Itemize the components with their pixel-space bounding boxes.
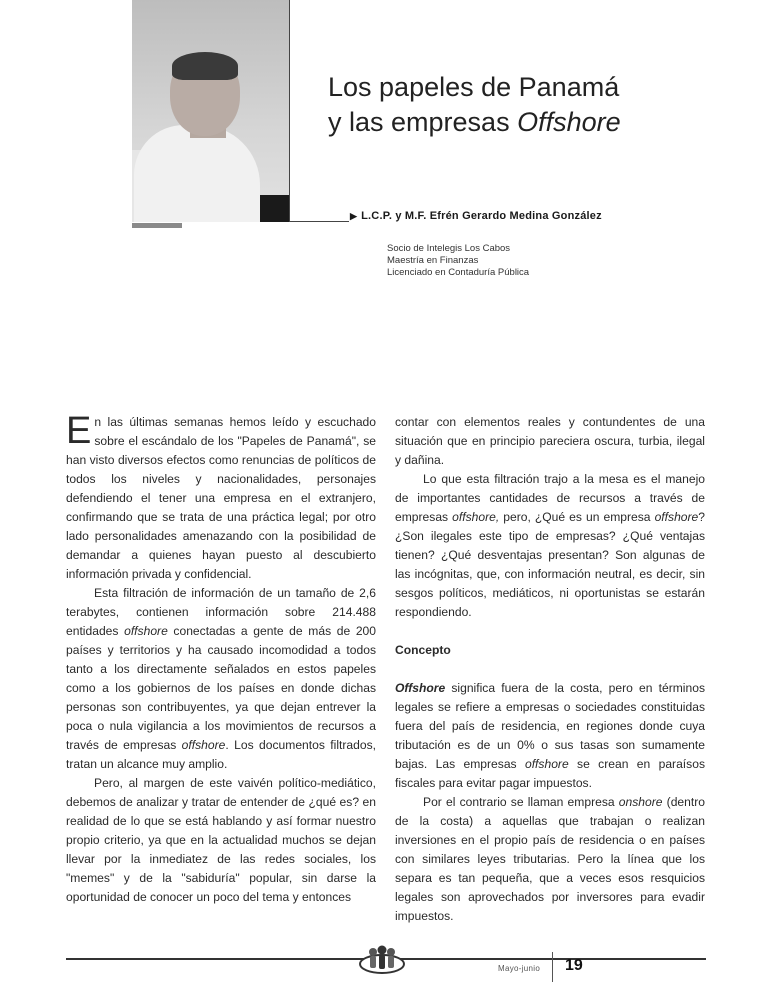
body-column-left <box>66 410 377 907</box>
triangle-right-icon: ▶ <box>350 210 358 221</box>
drop-cap: E <box>66 410 92 452</box>
author-role: Licenciado en Contaduría Pública <box>387 267 530 278</box>
divider-author <box>289 221 349 222</box>
section-heading: Concepto <box>395 643 451 657</box>
author-name: L.C.P. y M.F. Efrén Gerardo Medina González <box>361 210 602 222</box>
paragraph: Pero, al margen de este vaivén político-mediático, debemos de analizar y tratar de entender de ¿qué es? en realidad de lo que se está hablando y así formar nuestro propio criterio, ya que en la actualidad muchos se dejan llevar por la inmediatez de las redes sociales, los "memes" y de la "sabiduría" popular, sin darse la oportunidad de conocer un poco del tema y entonces <box>66 776 376 904</box>
paragraph: Lo que esta filtración trajo a la mesa es el manejo de importantes cantidades de recursos a través de empresas offshore, pero, ¿Qué es un empresa offshore? ¿Son ilegales este tipo de empresas? ¿Qué ventajas tienen? ¿Qué desventajas presentan? Son algunas de las incógnitas, que, con información neutral, es decir, sin sesgos políticos, mediáticos, ni oportunistas se estarán respondiendo. <box>395 472 706 619</box>
paragraph: Esta filtración de información de un tamaño de 2,6 terabytes, contienen información sobre 214.488 entidades offshore conectadas a gente de más de 200 países y territorios y ha causado incomodidad a todos tanto a los directamente señalados en estos papeles como a los gobiernos de los países en donde dichas personas son contribuyentes, ya que dejan entrever la poca o nula vigilancia a los movimientos de recursos a través de empresas offshore. Los documentos filtrados, tratan un alcance muy amplio. <box>66 586 377 771</box>
author-byline <box>350 210 602 222</box>
photo-accent-bar <box>132 223 182 228</box>
author-role: Socio de Intelegis Los Cabos <box>387 243 511 254</box>
paragraph: contar con elementos reales y contundentes de una situación que en principio pareciera oscura, turbia, ilegal y dañina. <box>395 415 705 467</box>
paragraph: Offshore significa fuera de la costa, pero en términos legales se refiere a empresas o sociedades constituidas fuera del país de residencia, en regiones donde cuya tributación es de un 0% o sus tasas son sumamente bajas. Las empresas offshore se crean en paraísos fiscales para evitar pagar impuestos. <box>395 681 705 790</box>
author-roles <box>387 243 529 279</box>
page-number: 19 <box>565 957 583 974</box>
issue-month: Mayo-junio <box>498 964 541 973</box>
paragraph: En las últimas semanas hemos leído y escuchado sobre el escándalo de los "Papeles de Panamá", se han visto diversos efectos como renuncias de políticos de todos los niveles y nacionalidades, personajes defendiendo el tener una empresa en el extranjero, confirmando que se trata de una práctica legal; por otro lado personalidades amenazando con la posibilidad de demandar a quienes hayan puesto al descubierto información privada y confidencial. <box>66 410 376 581</box>
author-role: Maestría en Finanzas <box>387 255 479 266</box>
author-photo <box>132 0 289 222</box>
footer-separator <box>552 952 553 982</box>
divider-vertical <box>289 0 290 222</box>
publisher-logo-icon <box>357 944 407 976</box>
article-title: Los papeles de Panamá y las empresas Offshore <box>328 72 621 137</box>
body-column-right <box>395 413 705 926</box>
paragraph: Por el contrario se llaman empresa onshore (dentro de la costa) a aquellas que trabajan o realizan inversiones en el propio país de residencia o en países con similares leyes tributarias. Pero la línea que los separa es tan pequeña, que a veces esos resquicios legales son aprovechados por inversores para evadir impuestos. <box>395 795 705 923</box>
